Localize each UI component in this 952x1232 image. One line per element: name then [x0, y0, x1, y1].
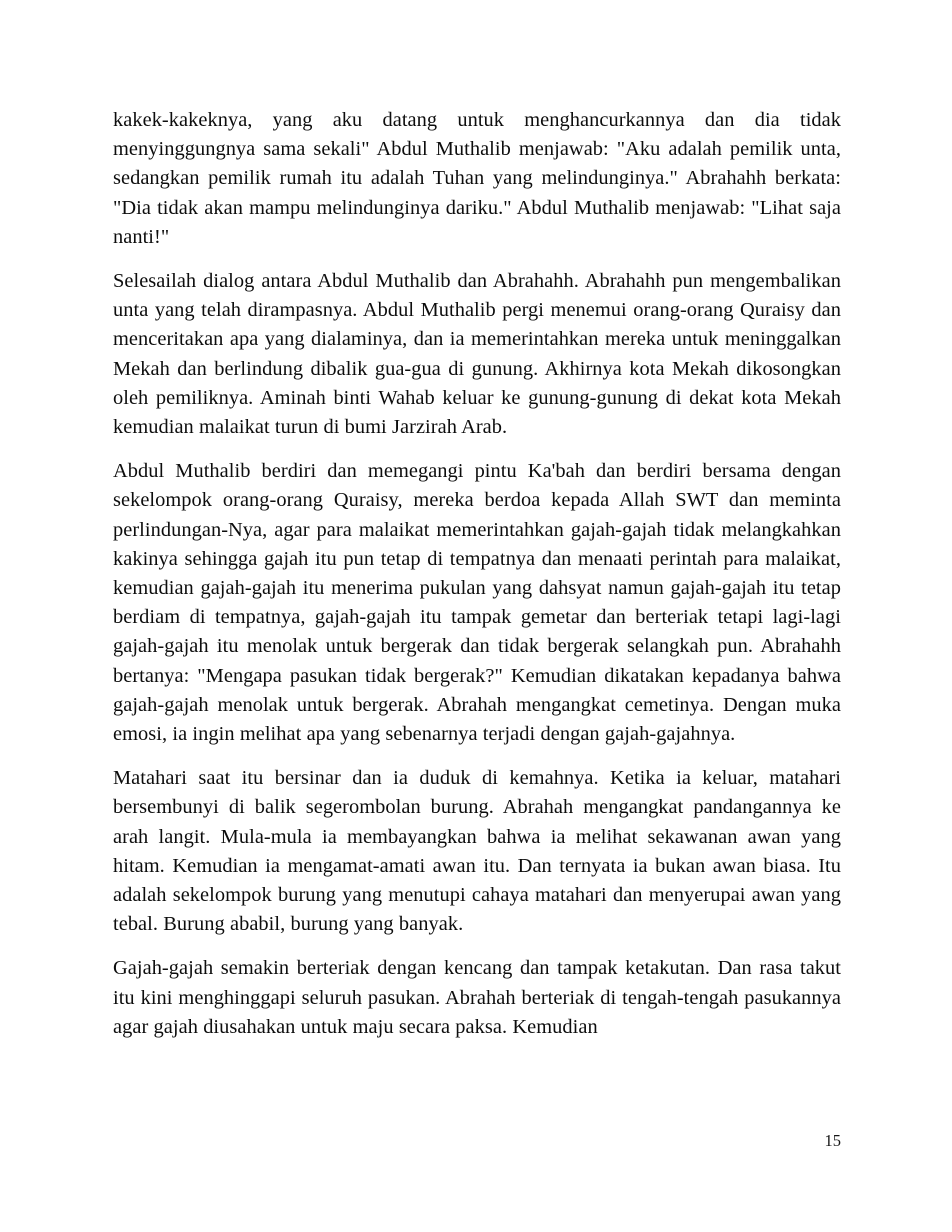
paragraph-4: Matahari saat itu bersinar dan ia duduk di kemahnya. Ketika ia keluar, matahari bersembunyi di balik segerombolan burung. Abrahah mengangkat pandangannya ke arah langit. Mula-mula ia membayangkan bahwa ia melihat sekawanan awan yang hitam. Kemudian ia mengamat-amati awan itu. Dan ternyata ia bukan awan biasa. Itu adalah sekelompok burung yang menutupi cahaya matahari dan menyerupai awan yang tebal. Burung ababil, burung yang banyak. — [113, 767, 841, 936]
page-number: 15 — [824, 1131, 841, 1150]
paragraph-3: Abdul Muthalib berdiri dan memegangi pintu Ka'bah dan berdiri bersama dengan sekelompok orang-orang Quraisy, mereka berdoa kepada Allah SWT dan meminta perlindungan-Nya, agar para malaikat memerintahkan gajah-gajah tidak melangkahkan kakinya sehingga gajah itu pun tetap di tempatnya dan menaati perintah para malaikat, kemudian gajah-gajah itu menerima pukulan yang dahsyat namun gajah-gajah itu tetap berdiam di tempatnya, gajah-gajah itu tampak gemetar dan berteriak tetapi lagi-lagi gajah-gajah itu menolak untuk bergerak dan tidak bergerak selangkah pun. Abrahahh bertanya: "Mengapa pasukan tidak bergerak?" Kemudian dikatakan kepadanya bahwa gajah-gajah menolak untuk bergerak. Abrahah mengangkat cemetinya. Dengan muka emosi, ia ingin melihat apa yang sebenarnya terjadi dengan gajah-gajahnya. — [113, 460, 841, 746]
paragraph-2: Selesailah dialog antara Abdul Muthalib dan Abrahahh. Abrahahh pun mengembalikan unta yang telah dirampasnya. Abdul Muthalib pergi menemui orang-orang Quraisy dan menceritakan apa yang dialaminya, dan ia memerintahkan mereka untuk meninggalkan Mekah dan berlindung dibalik gua-gua di gunung. Akhirnya kota Mekah dikosongkan oleh pemiliknya. Aminah binti Wahab keluar ke gunung-gunung di dekat kota Mekah kemudian malaikat turun di bumi Jarzirah Arab. — [113, 270, 841, 439]
paragraph-5: Gajah-gajah semakin berteriak dengan kencang dan tampak ketakutan. Dan rasa takut itu kini menghinggapi seluruh pasukan. Abrahah berteriak di tengah-tengah pasukannya agar gajah diusahakan untuk maju secara paksa. Kemudian — [113, 957, 841, 1038]
body-text-column — [113, 106, 841, 1042]
paragraph-1: kakek-kakeknya, yang aku datang untuk menghancurkannya dan dia tidak menyinggungnya sama sekali" Abdul Muthalib menjawab: "Aku adalah pemilik unta, sedangkan pemilik rumah itu adalah Tuhan yang melindunginya." Abrahahh berkata: "Dia tidak akan mampu melindunginya dariku." Abdul Muthalib menjawab: "Lihat saja nanti!" — [113, 109, 841, 248]
